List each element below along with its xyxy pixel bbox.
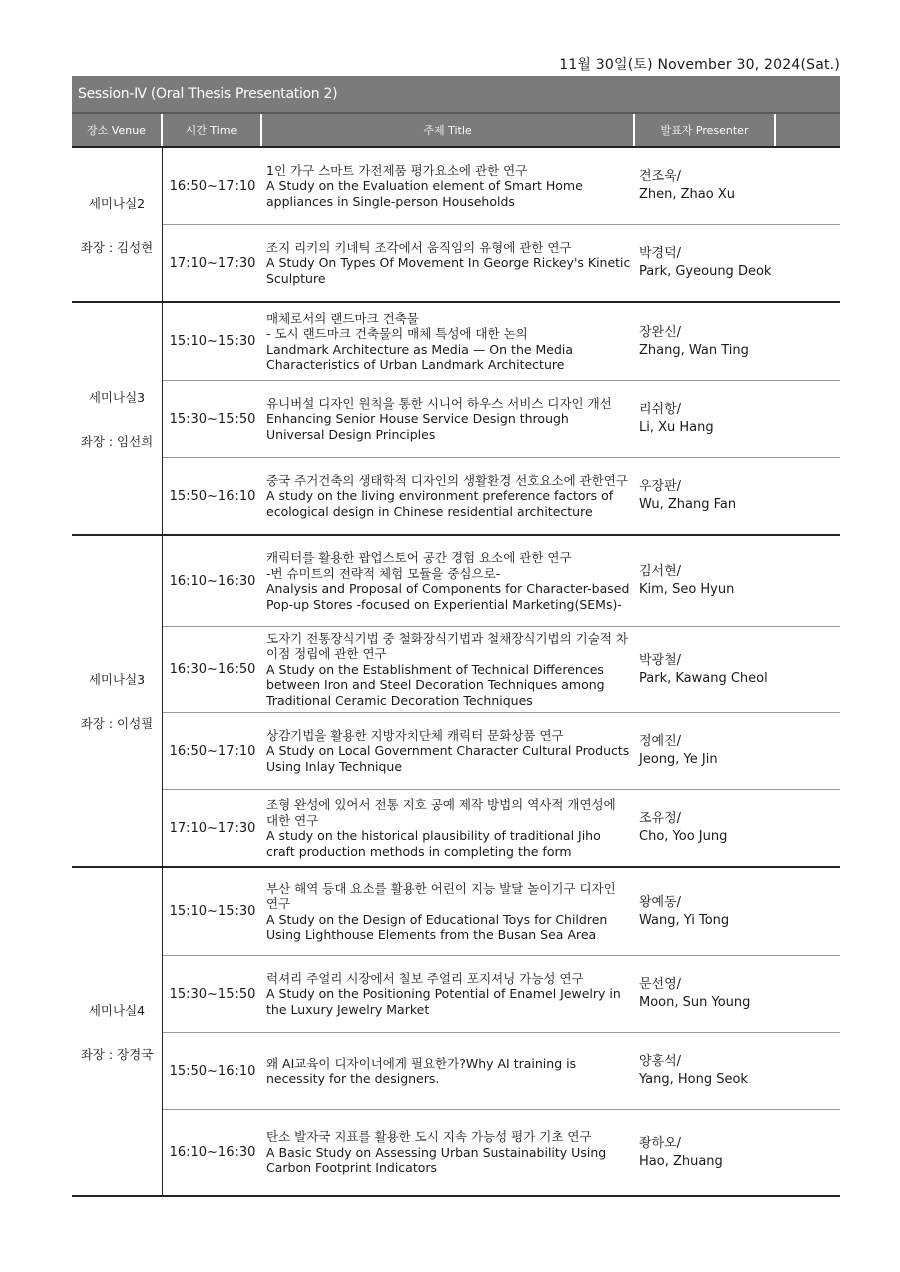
table-row	[163, 712, 840, 789]
table-row	[163, 148, 840, 224]
presenter-english: Cho, Yoo Jung	[639, 829, 728, 844]
title-english: A Study on Local Government Character Cultural Products Using Inlay Technique	[266, 743, 630, 774]
presenter-english: Zhang, Wan Ting	[639, 342, 749, 358]
title-korean: 유니버설 디자인 원칙을 통한 시니어 하우스 서비스 디자인 개선Enhancing Senior House Service Design through Universal Design Principles	[266, 395, 612, 442]
title-korean: 매체로서의 랜드마크 건축물	[266, 310, 419, 326]
title-cell	[262, 303, 635, 380]
header-venue: 장소 Venue	[72, 114, 163, 146]
presenter-english: Kim, Seo Hyun	[639, 582, 735, 597]
title-cell	[262, 380, 635, 457]
header-title: 주제 Title	[262, 114, 635, 146]
title-korean: 상감기법을 활용한 지방자치단체 캐릭터 문화상품 연구	[266, 727, 564, 743]
title-cell	[262, 712, 635, 789]
title-english: Analysis and Proposal of Components for Character-based Pop-up Stores -focused on Experiential Marketing(SEMs)-	[266, 581, 630, 612]
time-cell: 16:50~17:10	[169, 178, 256, 194]
presenter-korean: 왕예동/	[639, 894, 682, 910]
venue-cell	[72, 303, 163, 534]
title-english: A Study on the Positioning Potential of Enamel Jewelry in the Luxury Jewelry Market	[266, 986, 621, 1017]
title-cell	[262, 536, 635, 626]
presenter-english: Park, Gyeoung Deok	[639, 264, 772, 279]
time-cell: 16:50~17:10	[163, 712, 262, 789]
presenter-cell	[635, 303, 840, 380]
presenter-cell	[635, 148, 840, 224]
title-korean: 럭셔리 주얼리 시장에서 칠보 주얼리 포지셔닝 가능성 연구	[266, 970, 584, 986]
table-row	[163, 457, 840, 534]
session-group	[72, 866, 840, 1195]
title-korean: 조지 리키의 키네틱 조각에서 움직임의 유형에 관한 연구	[266, 239, 572, 255]
presenter-cell	[635, 955, 840, 1032]
table-row	[163, 303, 840, 380]
title-korean: 부산 해역 등대 요소를 활용한 어린이 지능 발달 놀이기구 디자인 연구	[266, 880, 616, 911]
venue-name: 세미나실3	[88, 389, 146, 405]
venue-name: 세미나실2	[88, 195, 146, 211]
venue-cell	[72, 148, 163, 301]
presenter-cell	[635, 457, 840, 534]
header-time: 시간 Time	[163, 114, 262, 146]
presenter-english: Park, Kawang Cheol	[639, 670, 768, 686]
presenter-cell	[635, 1109, 840, 1195]
header-blank	[776, 114, 840, 146]
presenter-korean: 박광철/	[639, 652, 682, 668]
title-korean: 1인 가구 스마트 가전제품 평가요소에 관한 연구	[266, 162, 528, 178]
presenter-cell	[635, 712, 840, 789]
title-cell	[262, 1032, 635, 1109]
presenter-english: Yang, Hong Seok	[639, 1072, 748, 1087]
title-cell	[262, 626, 635, 712]
time-cell: 17:10~17:30	[163, 789, 262, 866]
presenter-korean: 문선영/	[639, 977, 682, 992]
presenter-english: Hao, Zhuang	[639, 1153, 723, 1169]
table-bottom-border	[72, 1195, 840, 1197]
title-english: Landmark Architecture as Media — On the Media Characteristics of Urban Landmark Architecture	[266, 341, 574, 372]
time-cell: 15:50~16:10	[163, 1032, 262, 1109]
title-cell	[262, 955, 635, 1032]
presenter-korean: 양홍석/	[639, 1054, 682, 1069]
presenter-korean: 좡하오/	[639, 1135, 682, 1151]
table-row	[163, 380, 840, 457]
time-cell: 17:10~17:30	[163, 224, 262, 301]
title-korean: 왜 AI교육이 디자이너에게 필요한가?Why AI training is necessity for the designers.	[266, 1055, 577, 1086]
presenter-korean: 우장판/	[639, 479, 682, 494]
table-row	[163, 955, 840, 1032]
presenter-korean: 박경덕/	[639, 246, 682, 261]
presenter-korean: 조유정/	[639, 811, 682, 826]
time-cell: 16:10~16:30	[163, 1109, 262, 1195]
session-chair: 좌장 : 임선희	[80, 433, 154, 449]
presenter-cell	[635, 1032, 840, 1109]
header-presenter: 발표자 Presenter	[635, 114, 776, 146]
presenter-korean: 김서현/	[639, 564, 682, 579]
presenter-cell	[635, 789, 840, 866]
session-title: Session-Ⅳ (Oral Thesis Presentation 2)	[72, 76, 840, 112]
title-cell	[262, 1109, 635, 1195]
presenter-english: Wu, Zhang Fan	[639, 497, 737, 512]
presenter-english: Moon, Sun Young	[639, 995, 751, 1010]
title-english: A Study on the Design of Educational Toys for Children Using Lighthouse Elements from the Busan Sea Area	[266, 911, 608, 942]
venue-name: 세미나실4	[88, 1002, 146, 1018]
presenter-cell	[635, 224, 840, 301]
time-cell: 15:10~15:30	[169, 904, 256, 919]
title-cell	[262, 789, 635, 866]
presenter-english: Zhen, Zhao Xu	[639, 187, 735, 202]
time-cell: 15:50~16:10	[163, 457, 262, 534]
title-cell	[262, 148, 635, 224]
title-english: A Study on the Establishment of Technical Differences between Iron and Steel Decoration Techniques among Traditional Ceramic Decoration Techniques	[266, 661, 605, 708]
title-korean: 조형 완성에 있어서 전통 지호 공예 제작 방법의 역사적 개연성에 대한 연구	[266, 797, 616, 828]
schedule-date: 11월 30일(토) November 30, 2024(Sat.)	[559, 57, 840, 73]
session-chair: 좌장 : 장경국	[80, 1046, 154, 1062]
time-cell: 15:30~15:50	[163, 380, 262, 457]
table-row	[163, 1032, 840, 1109]
presenter-english: Li, Xu Hang	[639, 420, 714, 435]
time-cell: 16:10~16:30	[169, 573, 256, 589]
presenter-korean: 정예진/	[639, 734, 682, 749]
venue-cell	[72, 868, 163, 1195]
table-row	[163, 868, 840, 955]
session-chair: 좌장 : 김성현	[80, 239, 154, 255]
table-row	[163, 626, 840, 712]
table-header	[72, 112, 840, 146]
table-row	[163, 224, 840, 301]
title-cell	[262, 457, 635, 534]
title-english: A study on the historical plausibility of traditional Jiho craft production methods in completing the form	[266, 828, 601, 859]
session-group	[72, 146, 840, 301]
presenter-english: Jeong, Ye Jin	[639, 752, 718, 767]
presenter-cell	[635, 868, 840, 955]
time-cell: 15:10~15:30	[169, 334, 256, 349]
time-cell: 15:30~15:50	[163, 955, 262, 1032]
title-cell	[262, 224, 635, 301]
table-row	[163, 789, 840, 866]
title-korean: 탄소 발자국 지표를 활용한 도시 지속 가능성 평가 기초 연구	[266, 1129, 592, 1145]
title-korean: 중국 주거건축의 생태학적 디자인의 생활환경 선호요소에 관한연구	[266, 472, 628, 488]
title-korean: 도자기 전통장식기법 중 철화장식기법과 철채장식기법의 기술적 차이점 정립에 관한 연구	[266, 630, 628, 662]
presenter-korean: 리쉬항/	[639, 402, 682, 417]
venue-name: 세미나실3	[88, 672, 146, 687]
title-english: A Study on the Evaluation element of Smart Home appliances in Single-person Households	[266, 178, 583, 209]
title-korean: 캐릭터를 활용한 팝업스토어 공간 경험 요소에 관한 연구	[266, 550, 572, 565]
title-english: A Basic Study on Assessing Urban Sustainability Using Carbon Footprint Indicators	[266, 1144, 607, 1176]
presenter-korean: 견조욱/	[639, 169, 682, 184]
title-korean: - 도시 랜드마크 건축물의 매체 특성에 대한 논의	[266, 326, 528, 341]
presenter-cell	[635, 536, 840, 626]
presenter-cell	[635, 380, 840, 457]
presenter-english: Wang, Yi Tong	[639, 912, 730, 928]
session-chair: 좌장 : 이성필	[80, 716, 154, 731]
title-english: A Study On Types Of Movement In George Rickey's Kinetic Sculpture	[266, 255, 631, 286]
time-cell: 16:30~16:50	[163, 626, 262, 712]
presenter-cell	[635, 626, 840, 712]
title-korean: -번 슈미트의 전략적 체험 모듈을 중심으로-	[266, 565, 501, 581]
schedule-table	[72, 146, 840, 1197]
table-row	[163, 536, 840, 626]
presenter-korean: 장완신/	[639, 324, 682, 340]
table-row	[163, 1109, 840, 1195]
title-english: A study on the living environment preference factors of ecological design in Chinese residential architecture	[266, 488, 614, 519]
title-cell	[262, 868, 635, 955]
venue-cell	[72, 536, 163, 866]
session-group	[72, 301, 840, 534]
session-group	[72, 534, 840, 866]
